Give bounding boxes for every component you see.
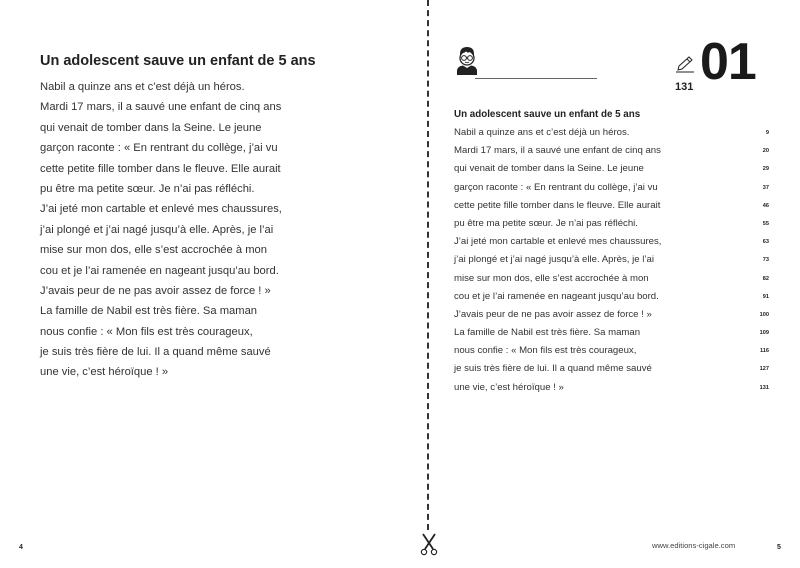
cumulative-word-count: 82 xyxy=(762,275,769,282)
cumulative-word-count: 109 xyxy=(759,330,769,337)
cumulative-word-count: 116 xyxy=(759,348,769,355)
counted-line xyxy=(454,197,769,215)
cumulative-word-count: 63 xyxy=(762,239,769,246)
text-line: j’ai plongé et j’ai nagé jusqu’à elle. Après, je l’ai xyxy=(40,223,274,236)
counted-line xyxy=(454,360,769,378)
counted-line xyxy=(454,288,769,306)
text-line: La famille de Nabil est très fière. Sa maman xyxy=(40,305,258,318)
counted-line xyxy=(454,124,769,142)
line-text: cou et je l’ai ramenée en nageant jusqu’au bord. xyxy=(454,290,659,302)
cumulative-word-count: 100 xyxy=(759,311,769,318)
line-text: j’ai plongé et j’ai nagé jusqu’à elle. Après, je l’ai xyxy=(454,254,654,266)
text-line: une vie, c’est héroïque ! » xyxy=(40,366,169,379)
counted-line xyxy=(454,324,769,342)
text-number: 01 xyxy=(700,33,756,91)
line-text: J’avais peur de ne pas avoir assez de force ! » xyxy=(454,308,652,320)
line-text: Nabil a quinze ans et c’est déjà un héros. xyxy=(454,127,630,138)
counted-line xyxy=(454,215,769,233)
counted-line xyxy=(454,379,769,397)
text-line: qui venait de tomber dans la Seine. Le jeune xyxy=(40,121,262,134)
counted-line xyxy=(454,306,769,324)
publisher-website[interactable]: www.editions-cigale.com xyxy=(652,541,736,550)
text-line: garçon raconte : « En rentrant du collège, j’ai vu xyxy=(40,142,278,155)
left-text-body xyxy=(40,77,282,383)
counted-line xyxy=(454,233,769,251)
cumulative-word-count: 20 xyxy=(762,148,769,155)
text-line: J’avais peur de ne pas avoir assez de force ! » xyxy=(40,284,271,297)
line-text: garçon raconte : « En rentrant du collège, j’ai vu xyxy=(454,181,658,193)
boy-with-glasses-icon xyxy=(456,45,478,75)
right-title: Un adolescent sauve un enfant de 5 ans xyxy=(454,109,641,120)
cumulative-word-count: 9 xyxy=(765,130,769,136)
counted-line xyxy=(454,179,769,197)
pencil-icon xyxy=(674,56,696,74)
text-line: Nabil a quinze ans et c’est déjà un héros. xyxy=(40,81,245,93)
cumulative-word-count: 29 xyxy=(762,166,769,173)
left-title: Un adolescent sauve un enfant de 5 ans xyxy=(40,53,316,69)
counted-line xyxy=(454,251,769,269)
text-line: pu être ma petite sœur. Je n’ai pas réfléchi. xyxy=(40,182,255,195)
cumulative-word-count: 37 xyxy=(762,184,769,191)
right-text-body xyxy=(454,124,769,397)
line-text: cette petite fille tomber dans le fleuve. Elle aurait xyxy=(454,199,661,211)
text-line: cou et je l’ai ramenée en nageant jusqu’au bord. xyxy=(40,264,279,277)
counted-line xyxy=(454,142,769,160)
page-number-right: 5 xyxy=(777,544,781,551)
cumulative-word-count: 127 xyxy=(759,366,769,373)
line-text: je suis très fière de lui. Il a quand même sauvé xyxy=(454,363,652,375)
text-line: J’ai jeté mon cartable et enlevé mes chaussures, xyxy=(40,203,282,216)
line-text: mise sur mon dos, elle s’est accrochée à mon xyxy=(454,272,649,284)
cumulative-word-count: 131 xyxy=(759,384,769,391)
text-line: nous confie : « Mon fils est très courageux, xyxy=(40,325,253,338)
counted-line xyxy=(454,342,769,360)
cut-line xyxy=(427,0,429,530)
scissors-icon xyxy=(418,532,440,556)
cumulative-word-count: 73 xyxy=(762,257,769,264)
text-line: Mardi 17 mars, il a sauvé une enfant de cinq ans xyxy=(40,101,282,114)
line-text: La famille de Nabil est très fière. Sa maman xyxy=(454,327,641,339)
line-text: J’ai jeté mon cartable et enlevé mes chaussures, xyxy=(454,236,662,248)
page-number-left: 4 xyxy=(19,544,23,551)
cumulative-word-count: 55 xyxy=(762,220,769,227)
line-text: Mardi 17 mars, il a sauvé une enfant de cinq ans xyxy=(454,145,661,157)
counted-line xyxy=(454,270,769,288)
cumulative-word-count: 46 xyxy=(762,202,769,209)
name-line xyxy=(475,78,597,79)
line-text: qui venait de tomber dans la Seine. Le jeune xyxy=(454,163,644,175)
text-line: je suis très fière de lui. Il a quand même sauvé xyxy=(40,346,271,359)
line-text: pu être ma petite sœur. Je n’ai pas réfléchi. xyxy=(454,217,638,229)
counted-line xyxy=(454,160,769,178)
text-line: cette petite fille tomber dans le fleuve. Elle aurait xyxy=(40,162,281,175)
line-text: nous confie : « Mon fils est très courageux, xyxy=(454,345,637,357)
text-line: mise sur mon dos, elle s’est accrochée à mon xyxy=(40,244,267,257)
line-text: une vie, c’est héroïque ! » xyxy=(454,381,564,393)
cumulative-word-count: 91 xyxy=(762,293,769,300)
word-count: 131 xyxy=(675,81,694,93)
